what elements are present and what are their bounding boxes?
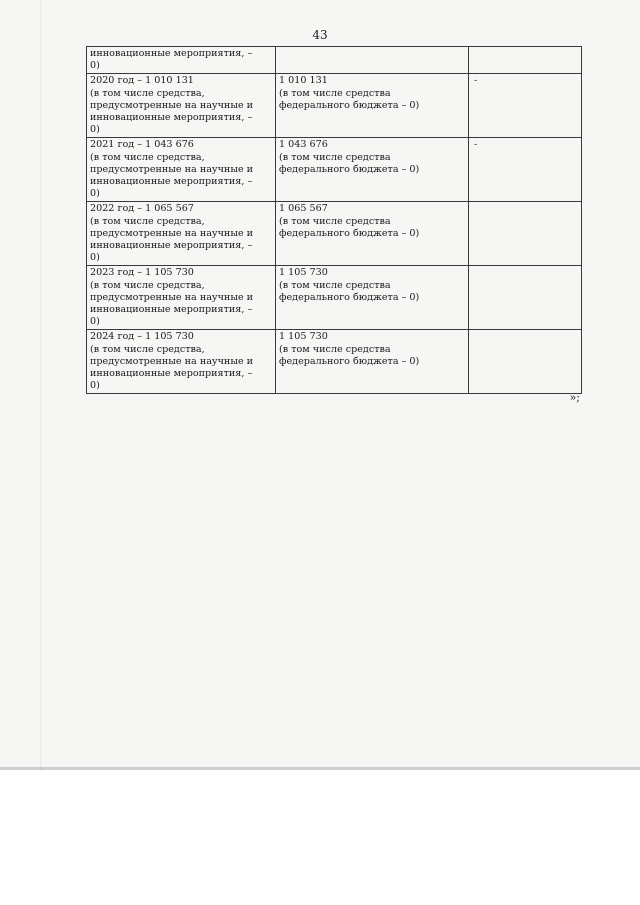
table-cell-other: [469, 330, 582, 394]
table-cell-funding-total: инновационные мероприятия, – 0): [87, 47, 276, 74]
table-row: [87, 330, 582, 394]
table-row: [87, 266, 582, 330]
table-cell-federal-funding: 1 010 131 (в том числе средства федерального бюджета – 0): [276, 74, 469, 138]
table-cell-federal-funding: 1 105 730 (в том числе средства федерального бюджета – 0): [276, 330, 469, 394]
table-cell-funding-total: 2022 год – 1 065 567 (в том числе средства, предусмотренные на научные и инновационные мероприятия, – 0): [87, 202, 276, 266]
page-scan-edge: [40, 0, 42, 770]
table-cell-federal-funding: 1 065 567 (в том числе средства федерального бюджета – 0): [276, 202, 469, 266]
table-cell-funding-total: 2020 год – 1 010 131 (в том числе средства, предусмотренные на научные и инновационные мероприятия, – 0): [87, 74, 276, 138]
table-cell-other: -: [469, 138, 582, 202]
table-row: [87, 138, 582, 202]
table-row: [87, 74, 582, 138]
table-cell-funding-total: 2021 год – 1 043 676 (в том числе средства, предусмотренные на научные и инновационные мероприятия, – 0): [87, 138, 276, 202]
table-cell-other: -: [469, 74, 582, 138]
table-cell-other: [469, 202, 582, 266]
table-cell-funding-total: 2023 год – 1 105 730 (в том числе средства, предусмотренные на научные и инновационные мероприятия, – 0): [87, 266, 276, 330]
table-row: [87, 47, 582, 74]
table-cell-federal-funding: 1 105 730 (в том числе средства федерального бюджета – 0): [276, 266, 469, 330]
funding-table: [86, 46, 582, 394]
closing-quote-mark: »;: [569, 391, 580, 404]
page-number: 43: [312, 28, 328, 42]
table-row: [87, 202, 582, 266]
table-cell-federal-funding: 1 043 676 (в том числе средства федерального бюджета – 0): [276, 138, 469, 202]
table-cell-funding-total: 2024 год – 1 105 730 (в том числе средства, предусмотренные на научные и инновационные мероприятия, – 0): [87, 330, 276, 394]
table-cell-other: [469, 47, 582, 74]
table-cell-federal-funding: [276, 47, 469, 74]
table-cell-other: [469, 266, 582, 330]
